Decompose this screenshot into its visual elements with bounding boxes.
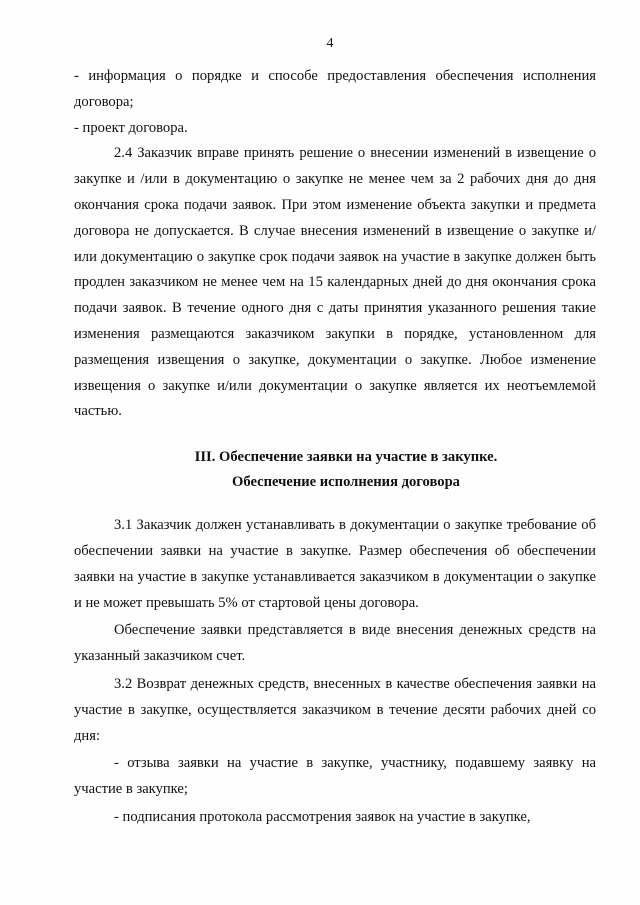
section-heading-line-1: III. Обеспечение заявки на участие в закупке. [194, 449, 498, 466]
list-item-protocol: - подписания протокола рассмотрения заявок на участие в закупке, [114, 808, 531, 825]
list-item-withdrawal: - отзыва заявки на участие в закупке, участнику, подавшему заявку на участие в закупке; [74, 755, 596, 798]
page-number: 4 [326, 36, 334, 51]
document-body [74, 64, 596, 831]
paragraph-3-2: 3.2 Возврат денежных средств, внесенных в качестве обеспечения заявки на участие в закупке, осуществляется заказчиком в течение десяти рабочих дней со дня: [74, 675, 596, 744]
paragraph-3-1: 3.1 Заказчик должен устанавливать в документации о закупке требование об обеспечении заявки на участие в закупке. Размер обеспечения об обеспечении заявки на участие в закупке устанавливается заказчиком в документации о закупке и не может превышать 5% от стартовой цены договора. [74, 517, 596, 611]
paragraph-2-4: 2.4 Заказчик вправе принять решение о внесении изменений в извещение о закупке и /или в документацию о закупке не менее чем за 2 рабочих дня до дня окончания срока подачи заявок. При этом изменение объекта закупки и предмета договора не допускается. В случае внесения изменений в извещение о закупке и/или документацию о закупке срок подачи заявок на участие в закупке должен быть продлен заказчиком не менее чем на 15 календарных дней до дня окончания срока подачи заявок. В течение одного дня с даты принятия указанного решения такие изменения размещаются заказчиком закупки в порядке, установленном для размещения извещения о закупке, документации о закупке. Любое изменение извещения о закупке и/или документации о закупке является их неотъемлемой частью. [74, 145, 596, 420]
list-item-info: - информация о порядке и способе предоставления обеспечения исполнения договора; [74, 68, 596, 110]
paragraph-security-form: Обеспечение заявки представляется в виде внесения денежных средств на указанный заказчиком счет. [74, 622, 596, 665]
section-heading [74, 445, 596, 495]
list-item-draft-contract: - проект договора. [74, 119, 188, 136]
section-heading-line-2: Обеспечение исполнения договора [232, 474, 460, 491]
